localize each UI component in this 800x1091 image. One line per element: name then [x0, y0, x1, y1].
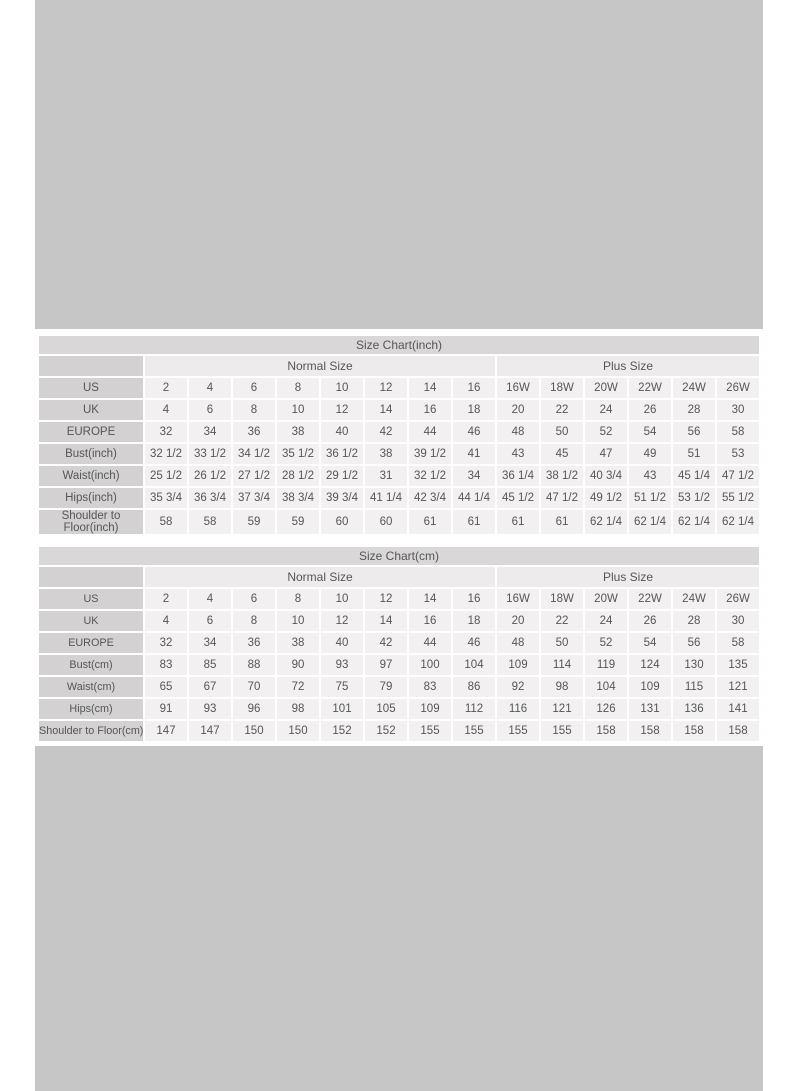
- size-value-cell: 29 1/2: [321, 466, 363, 486]
- size-value-cell: 62 1/4: [629, 510, 671, 534]
- size-value-cell: 40: [321, 422, 363, 442]
- size-table-row: [39, 721, 759, 741]
- size-value-cell: 91: [145, 699, 187, 719]
- size-value-cell: 131: [629, 699, 671, 719]
- size-chart-inch-table: [37, 334, 761, 536]
- size-value-cell: 32: [145, 422, 187, 442]
- size-table-row: [39, 466, 759, 486]
- size-value-cell: 35 1/2: [277, 444, 319, 464]
- size-chart-section: [35, 329, 763, 746]
- size-value-cell: 126: [585, 699, 627, 719]
- size-value-cell: 115: [673, 677, 715, 697]
- size-value-cell: 51 1/2: [629, 488, 671, 508]
- size-value-cell: 32: [145, 633, 187, 653]
- size-value-cell: 109: [629, 677, 671, 697]
- size-value-cell: 12: [321, 611, 363, 631]
- size-value-cell: 36: [233, 633, 275, 653]
- size-value-cell: 58: [717, 633, 759, 653]
- product-image-placeholder-top: [35, 0, 763, 329]
- size-value-cell: 152: [365, 721, 407, 741]
- size-value-cell: 36 1/4: [497, 466, 539, 486]
- size-value-cell: 49 1/2: [585, 488, 627, 508]
- size-value-cell: 60: [365, 510, 407, 534]
- size-value-cell: 51: [673, 444, 715, 464]
- size-value-cell: 155: [409, 721, 451, 741]
- size-value-cell: 61: [497, 510, 539, 534]
- size-value-cell: 26: [629, 611, 671, 631]
- size-value-cell: 121: [541, 699, 583, 719]
- size-value-cell: 38 1/2: [541, 466, 583, 486]
- size-value-cell: 62 1/4: [673, 510, 715, 534]
- size-value-cell: 79: [365, 677, 407, 697]
- size-value-cell: 56: [673, 633, 715, 653]
- size-value-cell: 85: [189, 655, 231, 675]
- size-value-cell: 12: [365, 589, 407, 609]
- size-value-cell: 61: [453, 510, 495, 534]
- size-table-row: [39, 510, 759, 534]
- size-value-cell: 34: [189, 633, 231, 653]
- size-value-cell: 35 3/4: [145, 488, 187, 508]
- row-label: UK: [39, 400, 143, 420]
- size-value-cell: 59: [277, 510, 319, 534]
- row-label: Shoulder to Floor(cm): [39, 721, 143, 741]
- size-value-cell: 46: [453, 422, 495, 442]
- size-value-cell: 28: [673, 611, 715, 631]
- size-table-row: [39, 677, 759, 697]
- size-value-cell: 32 1/2: [409, 466, 451, 486]
- size-value-cell: 12: [365, 378, 407, 398]
- size-table-row: [39, 655, 759, 675]
- size-value-cell: 56: [673, 422, 715, 442]
- size-value-cell: 6: [233, 378, 275, 398]
- size-value-cell: 45 1/4: [673, 466, 715, 486]
- size-value-cell: 65: [145, 677, 187, 697]
- size-value-cell: 18W: [541, 589, 583, 609]
- size-value-cell: 44: [409, 633, 451, 653]
- size-value-cell: 24W: [673, 378, 715, 398]
- size-value-cell: 44 1/4: [453, 488, 495, 508]
- size-value-cell: 62 1/4: [585, 510, 627, 534]
- size-value-cell: 18W: [541, 378, 583, 398]
- size-value-cell: 88: [233, 655, 275, 675]
- size-value-cell: 92: [497, 677, 539, 697]
- size-value-cell: 16W: [497, 378, 539, 398]
- product-content-column: [35, 0, 763, 1091]
- size-value-cell: 104: [585, 677, 627, 697]
- size-chart-inch-body: [39, 378, 759, 534]
- size-value-cell: 34: [453, 466, 495, 486]
- size-value-cell: 53 1/2: [673, 488, 715, 508]
- size-value-cell: 158: [585, 721, 627, 741]
- row-label: Bust(cm): [39, 655, 143, 675]
- size-value-cell: 43: [497, 444, 539, 464]
- size-value-cell: 97: [365, 655, 407, 675]
- size-value-cell: 147: [145, 721, 187, 741]
- size-value-cell: 61: [541, 510, 583, 534]
- size-value-cell: 10: [277, 400, 319, 420]
- size-value-cell: 22: [541, 611, 583, 631]
- size-value-cell: 26 1/2: [189, 466, 231, 486]
- size-value-cell: 41: [453, 444, 495, 464]
- size-group-header-row: [39, 567, 759, 587]
- size-value-cell: 86: [453, 677, 495, 697]
- size-value-cell: 37 3/4: [233, 488, 275, 508]
- size-value-cell: 53: [717, 444, 759, 464]
- size-value-cell: 135: [717, 655, 759, 675]
- row-label: US: [39, 378, 143, 398]
- size-value-cell: 36 1/2: [321, 444, 363, 464]
- size-value-cell: 101: [321, 699, 363, 719]
- size-group-header-row: [39, 356, 759, 376]
- size-value-cell: 8: [277, 378, 319, 398]
- size-value-cell: 20W: [585, 378, 627, 398]
- size-value-cell: 112: [453, 699, 495, 719]
- size-value-cell: 158: [673, 721, 715, 741]
- size-value-cell: 46: [453, 633, 495, 653]
- size-value-cell: 10: [321, 589, 363, 609]
- size-value-cell: 100: [409, 655, 451, 675]
- size-table-row: [39, 633, 759, 653]
- row-label: Waist(cm): [39, 677, 143, 697]
- size-value-cell: 114: [541, 655, 583, 675]
- size-value-cell: 130: [673, 655, 715, 675]
- size-value-cell: 75: [321, 677, 363, 697]
- row-label: Hips(cm): [39, 699, 143, 719]
- size-value-cell: 116: [497, 699, 539, 719]
- size-value-cell: 44: [409, 422, 451, 442]
- size-value-cell: 96: [233, 699, 275, 719]
- size-value-cell: 50: [541, 633, 583, 653]
- size-value-cell: 38 3/4: [277, 488, 319, 508]
- size-value-cell: 98: [541, 677, 583, 697]
- size-value-cell: 70: [233, 677, 275, 697]
- size-table-row: [39, 611, 759, 631]
- size-value-cell: 14: [365, 400, 407, 420]
- size-value-cell: 155: [453, 721, 495, 741]
- size-value-cell: 14: [409, 378, 451, 398]
- size-table-row: [39, 422, 759, 442]
- size-value-cell: 24W: [673, 589, 715, 609]
- size-value-cell: 31: [365, 466, 407, 486]
- size-value-cell: 42: [365, 422, 407, 442]
- size-value-cell: 42: [365, 633, 407, 653]
- size-value-cell: 6: [189, 611, 231, 631]
- size-value-cell: 155: [497, 721, 539, 741]
- size-value-cell: 4: [189, 589, 231, 609]
- size-value-cell: 4: [145, 400, 187, 420]
- size-value-cell: 16: [453, 589, 495, 609]
- size-value-cell: 16: [409, 611, 451, 631]
- size-value-cell: 20W: [585, 589, 627, 609]
- size-value-cell: 42 3/4: [409, 488, 451, 508]
- size-value-cell: 50: [541, 422, 583, 442]
- row-label: Shoulder to Floor(inch): [39, 510, 143, 534]
- size-table-row: [39, 488, 759, 508]
- size-value-cell: 105: [365, 699, 407, 719]
- size-value-cell: 20: [497, 611, 539, 631]
- size-value-cell: 14: [365, 611, 407, 631]
- size-value-cell: 18: [453, 400, 495, 420]
- size-value-cell: 32 1/2: [145, 444, 187, 464]
- size-value-cell: 109: [497, 655, 539, 675]
- size-value-cell: 10: [321, 378, 363, 398]
- row-label: Waist(inch): [39, 466, 143, 486]
- size-value-cell: 104: [453, 655, 495, 675]
- size-value-cell: 6: [189, 400, 231, 420]
- size-value-cell: 4: [189, 378, 231, 398]
- size-value-cell: 60: [321, 510, 363, 534]
- normal-size-header: Normal Size: [145, 567, 495, 587]
- size-value-cell: 98: [277, 699, 319, 719]
- size-value-cell: 25 1/2: [145, 466, 187, 486]
- size-value-cell: 41 1/4: [365, 488, 407, 508]
- size-value-cell: 34: [189, 422, 231, 442]
- size-value-cell: 47: [585, 444, 627, 464]
- size-value-cell: 158: [629, 721, 671, 741]
- size-value-cell: 16: [409, 400, 451, 420]
- size-value-cell: 147: [189, 721, 231, 741]
- size-value-cell: 93: [321, 655, 363, 675]
- size-value-cell: 24: [585, 400, 627, 420]
- size-value-cell: 30: [717, 400, 759, 420]
- size-value-cell: 124: [629, 655, 671, 675]
- size-value-cell: 36: [233, 422, 275, 442]
- size-value-cell: 6: [233, 589, 275, 609]
- product-image-placeholder-bottom: [35, 746, 763, 1091]
- size-value-cell: 26W: [717, 378, 759, 398]
- size-value-cell: 119: [585, 655, 627, 675]
- size-value-cell: 38: [277, 422, 319, 442]
- size-value-cell: 14: [409, 589, 451, 609]
- size-table-row: [39, 378, 759, 398]
- size-table-row: [39, 444, 759, 464]
- size-value-cell: 141: [717, 699, 759, 719]
- row-label: EUROPE: [39, 422, 143, 442]
- size-value-cell: 47 1/2: [541, 488, 583, 508]
- corner-cell: [39, 356, 143, 376]
- size-chart-inch-title: Size Chart(inch): [39, 336, 759, 354]
- size-value-cell: 22W: [629, 589, 671, 609]
- size-value-cell: 2: [145, 378, 187, 398]
- table-title-row: [39, 547, 759, 565]
- table-title-row: [39, 336, 759, 354]
- size-value-cell: 48: [497, 422, 539, 442]
- size-value-cell: 155: [541, 721, 583, 741]
- size-value-cell: 8: [233, 611, 275, 631]
- size-value-cell: 121: [717, 677, 759, 697]
- size-value-cell: 58: [145, 510, 187, 534]
- size-chart-cm-body: [39, 589, 759, 741]
- size-value-cell: 54: [629, 633, 671, 653]
- size-value-cell: 4: [145, 611, 187, 631]
- plus-size-header: Plus Size: [497, 567, 759, 587]
- size-value-cell: 26W: [717, 589, 759, 609]
- size-table-row: [39, 589, 759, 609]
- size-value-cell: 22W: [629, 378, 671, 398]
- row-label: US: [39, 589, 143, 609]
- size-value-cell: 26: [629, 400, 671, 420]
- size-chart-cm-title: Size Chart(cm): [39, 547, 759, 565]
- size-value-cell: 61: [409, 510, 451, 534]
- size-value-cell: 34 1/2: [233, 444, 275, 464]
- size-value-cell: 10: [277, 611, 319, 631]
- size-value-cell: 40: [321, 633, 363, 653]
- size-value-cell: 83: [145, 655, 187, 675]
- size-value-cell: 38: [277, 633, 319, 653]
- size-value-cell: 28 1/2: [277, 466, 319, 486]
- size-value-cell: 67: [189, 677, 231, 697]
- size-value-cell: 83: [409, 677, 451, 697]
- size-value-cell: 45: [541, 444, 583, 464]
- size-value-cell: 90: [277, 655, 319, 675]
- size-value-cell: 28: [673, 400, 715, 420]
- size-value-cell: 54: [629, 422, 671, 442]
- plus-size-header: Plus Size: [497, 356, 759, 376]
- size-value-cell: 52: [585, 633, 627, 653]
- size-value-cell: 62 1/4: [717, 510, 759, 534]
- size-value-cell: 22: [541, 400, 583, 420]
- size-value-cell: 136: [673, 699, 715, 719]
- size-value-cell: 8: [277, 589, 319, 609]
- size-value-cell: 109: [409, 699, 451, 719]
- size-value-cell: 33 1/2: [189, 444, 231, 464]
- size-value-cell: 58: [717, 422, 759, 442]
- size-value-cell: 16W: [497, 589, 539, 609]
- row-label: Hips(inch): [39, 488, 143, 508]
- size-value-cell: 48: [497, 633, 539, 653]
- row-label: EUROPE: [39, 633, 143, 653]
- corner-cell: [39, 567, 143, 587]
- size-value-cell: 24: [585, 611, 627, 631]
- size-table-row: [39, 699, 759, 719]
- size-value-cell: 20: [497, 400, 539, 420]
- size-value-cell: 58: [189, 510, 231, 534]
- size-table-row: [39, 400, 759, 420]
- size-value-cell: 43: [629, 466, 671, 486]
- row-label: UK: [39, 611, 143, 631]
- size-value-cell: 8: [233, 400, 275, 420]
- size-value-cell: 72: [277, 677, 319, 697]
- size-value-cell: 55 1/2: [717, 488, 759, 508]
- size-value-cell: 47 1/2: [717, 466, 759, 486]
- size-value-cell: 150: [233, 721, 275, 741]
- size-value-cell: 93: [189, 699, 231, 719]
- size-value-cell: 150: [277, 721, 319, 741]
- row-label: Bust(inch): [39, 444, 143, 464]
- size-value-cell: 158: [717, 721, 759, 741]
- size-value-cell: 36 3/4: [189, 488, 231, 508]
- size-value-cell: 2: [145, 589, 187, 609]
- normal-size-header: Normal Size: [145, 356, 495, 376]
- size-value-cell: 27 1/2: [233, 466, 275, 486]
- size-value-cell: 16: [453, 378, 495, 398]
- size-value-cell: 39 3/4: [321, 488, 363, 508]
- size-value-cell: 18: [453, 611, 495, 631]
- size-value-cell: 59: [233, 510, 275, 534]
- size-value-cell: 52: [585, 422, 627, 442]
- size-value-cell: 38: [365, 444, 407, 464]
- size-value-cell: 40 3/4: [585, 466, 627, 486]
- size-value-cell: 152: [321, 721, 363, 741]
- size-value-cell: 39 1/2: [409, 444, 451, 464]
- size-chart-cm-table: [37, 545, 761, 743]
- size-value-cell: 49: [629, 444, 671, 464]
- size-value-cell: 12: [321, 400, 363, 420]
- size-value-cell: 45 1/2: [497, 488, 539, 508]
- size-value-cell: 30: [717, 611, 759, 631]
